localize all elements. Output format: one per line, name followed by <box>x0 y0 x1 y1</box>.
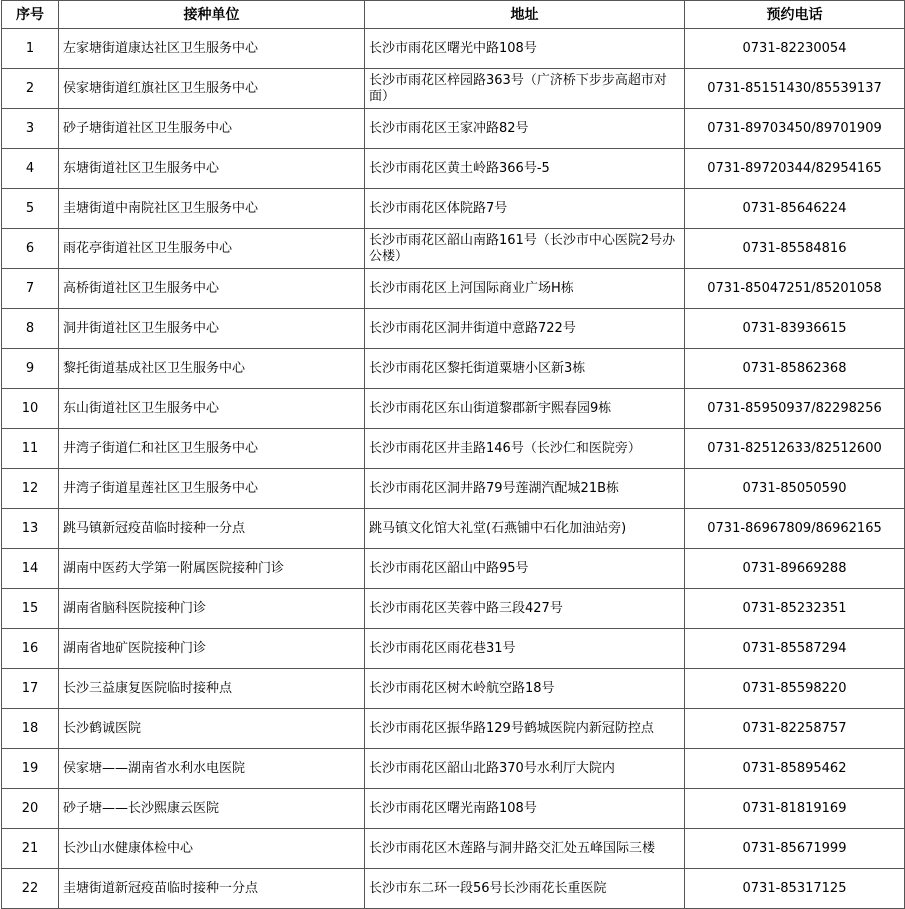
cell-address: 长沙市雨花区东山街道黎郡新宇熙春园9栋 <box>365 389 685 429</box>
table-row <box>2 309 905 349</box>
cell-phone: 0731-85587294 <box>685 629 905 669</box>
table-row <box>2 109 905 149</box>
header-phone: 预约电话 <box>685 1 905 29</box>
cell-phone: 0731-82512633/82512600 <box>685 429 905 469</box>
cell-index: 22 <box>2 869 59 909</box>
cell-unit: 跳马镇新冠疫苗临时接种一分点 <box>59 509 365 549</box>
table-row <box>2 589 905 629</box>
header-unit: 接种单位 <box>59 1 365 29</box>
cell-index: 20 <box>2 789 59 829</box>
table-row <box>2 469 905 509</box>
cell-address: 长沙市雨花区振华路129号鹤城医院内新冠防控点 <box>365 709 685 749</box>
cell-phone: 0731-85671999 <box>685 829 905 869</box>
cell-phone: 0731-85895462 <box>685 749 905 789</box>
cell-address: 长沙市雨花区王家冲路82号 <box>365 109 685 149</box>
cell-unit: 井湾子街道仁和社区卫生服务中心 <box>59 429 365 469</box>
cell-phone: 0731-82230054 <box>685 29 905 69</box>
vaccination-sites-table <box>1 0 905 909</box>
cell-unit: 侯家塘——湖南省水利水电医院 <box>59 749 365 789</box>
cell-address: 长沙市雨花区韶山中路95号 <box>365 549 685 589</box>
cell-index: 21 <box>2 829 59 869</box>
cell-unit: 长沙鹤诚医院 <box>59 709 365 749</box>
cell-address: 长沙市雨花区黄土岭路366号-5 <box>365 149 685 189</box>
cell-address: 长沙市雨花区体院路7号 <box>365 189 685 229</box>
cell-unit: 砂子塘街道社区卫生服务中心 <box>59 109 365 149</box>
cell-unit: 长沙三益康复医院临时接种点 <box>59 669 365 709</box>
cell-index: 9 <box>2 349 59 389</box>
cell-unit: 高桥街道社区卫生服务中心 <box>59 269 365 309</box>
table-row <box>2 389 905 429</box>
cell-unit: 圭塘街道中南院社区卫生服务中心 <box>59 189 365 229</box>
table-row <box>2 709 905 749</box>
table-row <box>2 789 905 829</box>
cell-address: 长沙市雨花区上河国际商业广场H栋 <box>365 269 685 309</box>
cell-index: 3 <box>2 109 59 149</box>
cell-unit: 井湾子街道星莲社区卫生服务中心 <box>59 469 365 509</box>
cell-unit: 湖南省地矿医院接种门诊 <box>59 629 365 669</box>
cell-address: 长沙市雨花区洞井路79号莲湖汽配城21B栋 <box>365 469 685 509</box>
table-row <box>2 189 905 229</box>
cell-unit: 湖南中医药大学第一附属医院接种门诊 <box>59 549 365 589</box>
cell-address: 长沙市雨花区洞井街道中意路722号 <box>365 309 685 349</box>
table-body <box>2 29 905 909</box>
cell-address: 长沙市雨花区芙蓉中路三段427号 <box>365 589 685 629</box>
cell-phone: 0731-85317125 <box>685 869 905 909</box>
cell-unit: 东塘街道社区卫生服务中心 <box>59 149 365 189</box>
cell-unit: 湖南省脑科医院接种门诊 <box>59 589 365 629</box>
cell-index: 19 <box>2 749 59 789</box>
cell-index: 6 <box>2 229 59 269</box>
cell-phone: 0731-85151430/85539137 <box>685 69 905 109</box>
cell-index: 2 <box>2 69 59 109</box>
table-row <box>2 549 905 589</box>
table-header-row <box>2 1 905 29</box>
cell-index: 14 <box>2 549 59 589</box>
cell-address: 长沙市雨花区韶山北路370号水利厅大院内 <box>365 749 685 789</box>
table-row <box>2 669 905 709</box>
cell-index: 1 <box>2 29 59 69</box>
cell-phone: 0731-82258757 <box>685 709 905 749</box>
cell-address: 长沙市雨花区木莲路与洞井路交汇处五峰国际三楼 <box>365 829 685 869</box>
cell-phone: 0731-89669288 <box>685 549 905 589</box>
cell-unit: 雨花亭街道社区卫生服务中心 <box>59 229 365 269</box>
cell-phone: 0731-81819169 <box>685 789 905 829</box>
cell-phone: 0731-89703450/89701909 <box>685 109 905 149</box>
cell-index: 7 <box>2 269 59 309</box>
cell-unit: 侯家塘街道红旗社区卫生服务中心 <box>59 69 365 109</box>
table-row <box>2 29 905 69</box>
cell-address: 长沙市雨花区树木岭航空路18号 <box>365 669 685 709</box>
cell-address: 长沙市雨花区黎托街道粟塘小区新3栋 <box>365 349 685 389</box>
cell-unit: 洞井街道社区卫生服务中心 <box>59 309 365 349</box>
cell-address: 长沙市东二环一段56号长沙雨花长重医院 <box>365 869 685 909</box>
cell-address: 长沙市雨花区韶山南路161号（长沙市中心医院2号办公楼） <box>365 229 685 269</box>
cell-phone: 0731-86967809/86962165 <box>685 509 905 549</box>
table-row <box>2 269 905 309</box>
cell-index: 4 <box>2 149 59 189</box>
table-row <box>2 749 905 789</box>
table-row <box>2 869 905 909</box>
cell-index: 15 <box>2 589 59 629</box>
table-row <box>2 69 905 109</box>
cell-index: 8 <box>2 309 59 349</box>
cell-phone: 0731-85232351 <box>685 589 905 629</box>
cell-index: 10 <box>2 389 59 429</box>
cell-index: 13 <box>2 509 59 549</box>
cell-address: 长沙市雨花区梓园路363号（广济桥下步步高超市对面） <box>365 69 685 109</box>
cell-address: 长沙市雨花区雨花巷31号 <box>365 629 685 669</box>
cell-index: 16 <box>2 629 59 669</box>
cell-phone: 0731-85862368 <box>685 349 905 389</box>
cell-address: 跳马镇文化馆大礼堂(石燕铺中石化加油站旁) <box>365 509 685 549</box>
cell-phone: 0731-85598220 <box>685 669 905 709</box>
cell-phone: 0731-85047251/85201058 <box>685 269 905 309</box>
cell-address: 长沙市雨花区井圭路146号（长沙仁和医院旁） <box>365 429 685 469</box>
table-row <box>2 349 905 389</box>
table-row <box>2 629 905 669</box>
cell-phone: 0731-85646224 <box>685 189 905 229</box>
cell-phone: 0731-83936615 <box>685 309 905 349</box>
table-row <box>2 429 905 469</box>
cell-index: 17 <box>2 669 59 709</box>
table-row <box>2 149 905 189</box>
table-row <box>2 229 905 269</box>
cell-index: 18 <box>2 709 59 749</box>
cell-unit: 左家塘街道康达社区卫生服务中心 <box>59 29 365 69</box>
cell-phone: 0731-85950937/82298256 <box>685 389 905 429</box>
header-address: 地址 <box>365 1 685 29</box>
cell-index: 5 <box>2 189 59 229</box>
cell-address: 长沙市雨花区曙光南路108号 <box>365 789 685 829</box>
cell-phone: 0731-85584816 <box>685 229 905 269</box>
cell-unit: 圭塘街道新冠疫苗临时接种一分点 <box>59 869 365 909</box>
table-row <box>2 509 905 549</box>
cell-unit: 东山街道社区卫生服务中心 <box>59 389 365 429</box>
cell-unit: 砂子塘——长沙熙康云医院 <box>59 789 365 829</box>
table-row <box>2 829 905 869</box>
cell-index: 11 <box>2 429 59 469</box>
cell-index: 12 <box>2 469 59 509</box>
cell-phone: 0731-89720344/82954165 <box>685 149 905 189</box>
header-index: 序号 <box>2 1 59 29</box>
cell-unit: 长沙山水健康体检中心 <box>59 829 365 869</box>
cell-phone: 0731-85050590 <box>685 469 905 509</box>
cell-unit: 黎托街道基成社区卫生服务中心 <box>59 349 365 389</box>
cell-address: 长沙市雨花区曙光中路108号 <box>365 29 685 69</box>
